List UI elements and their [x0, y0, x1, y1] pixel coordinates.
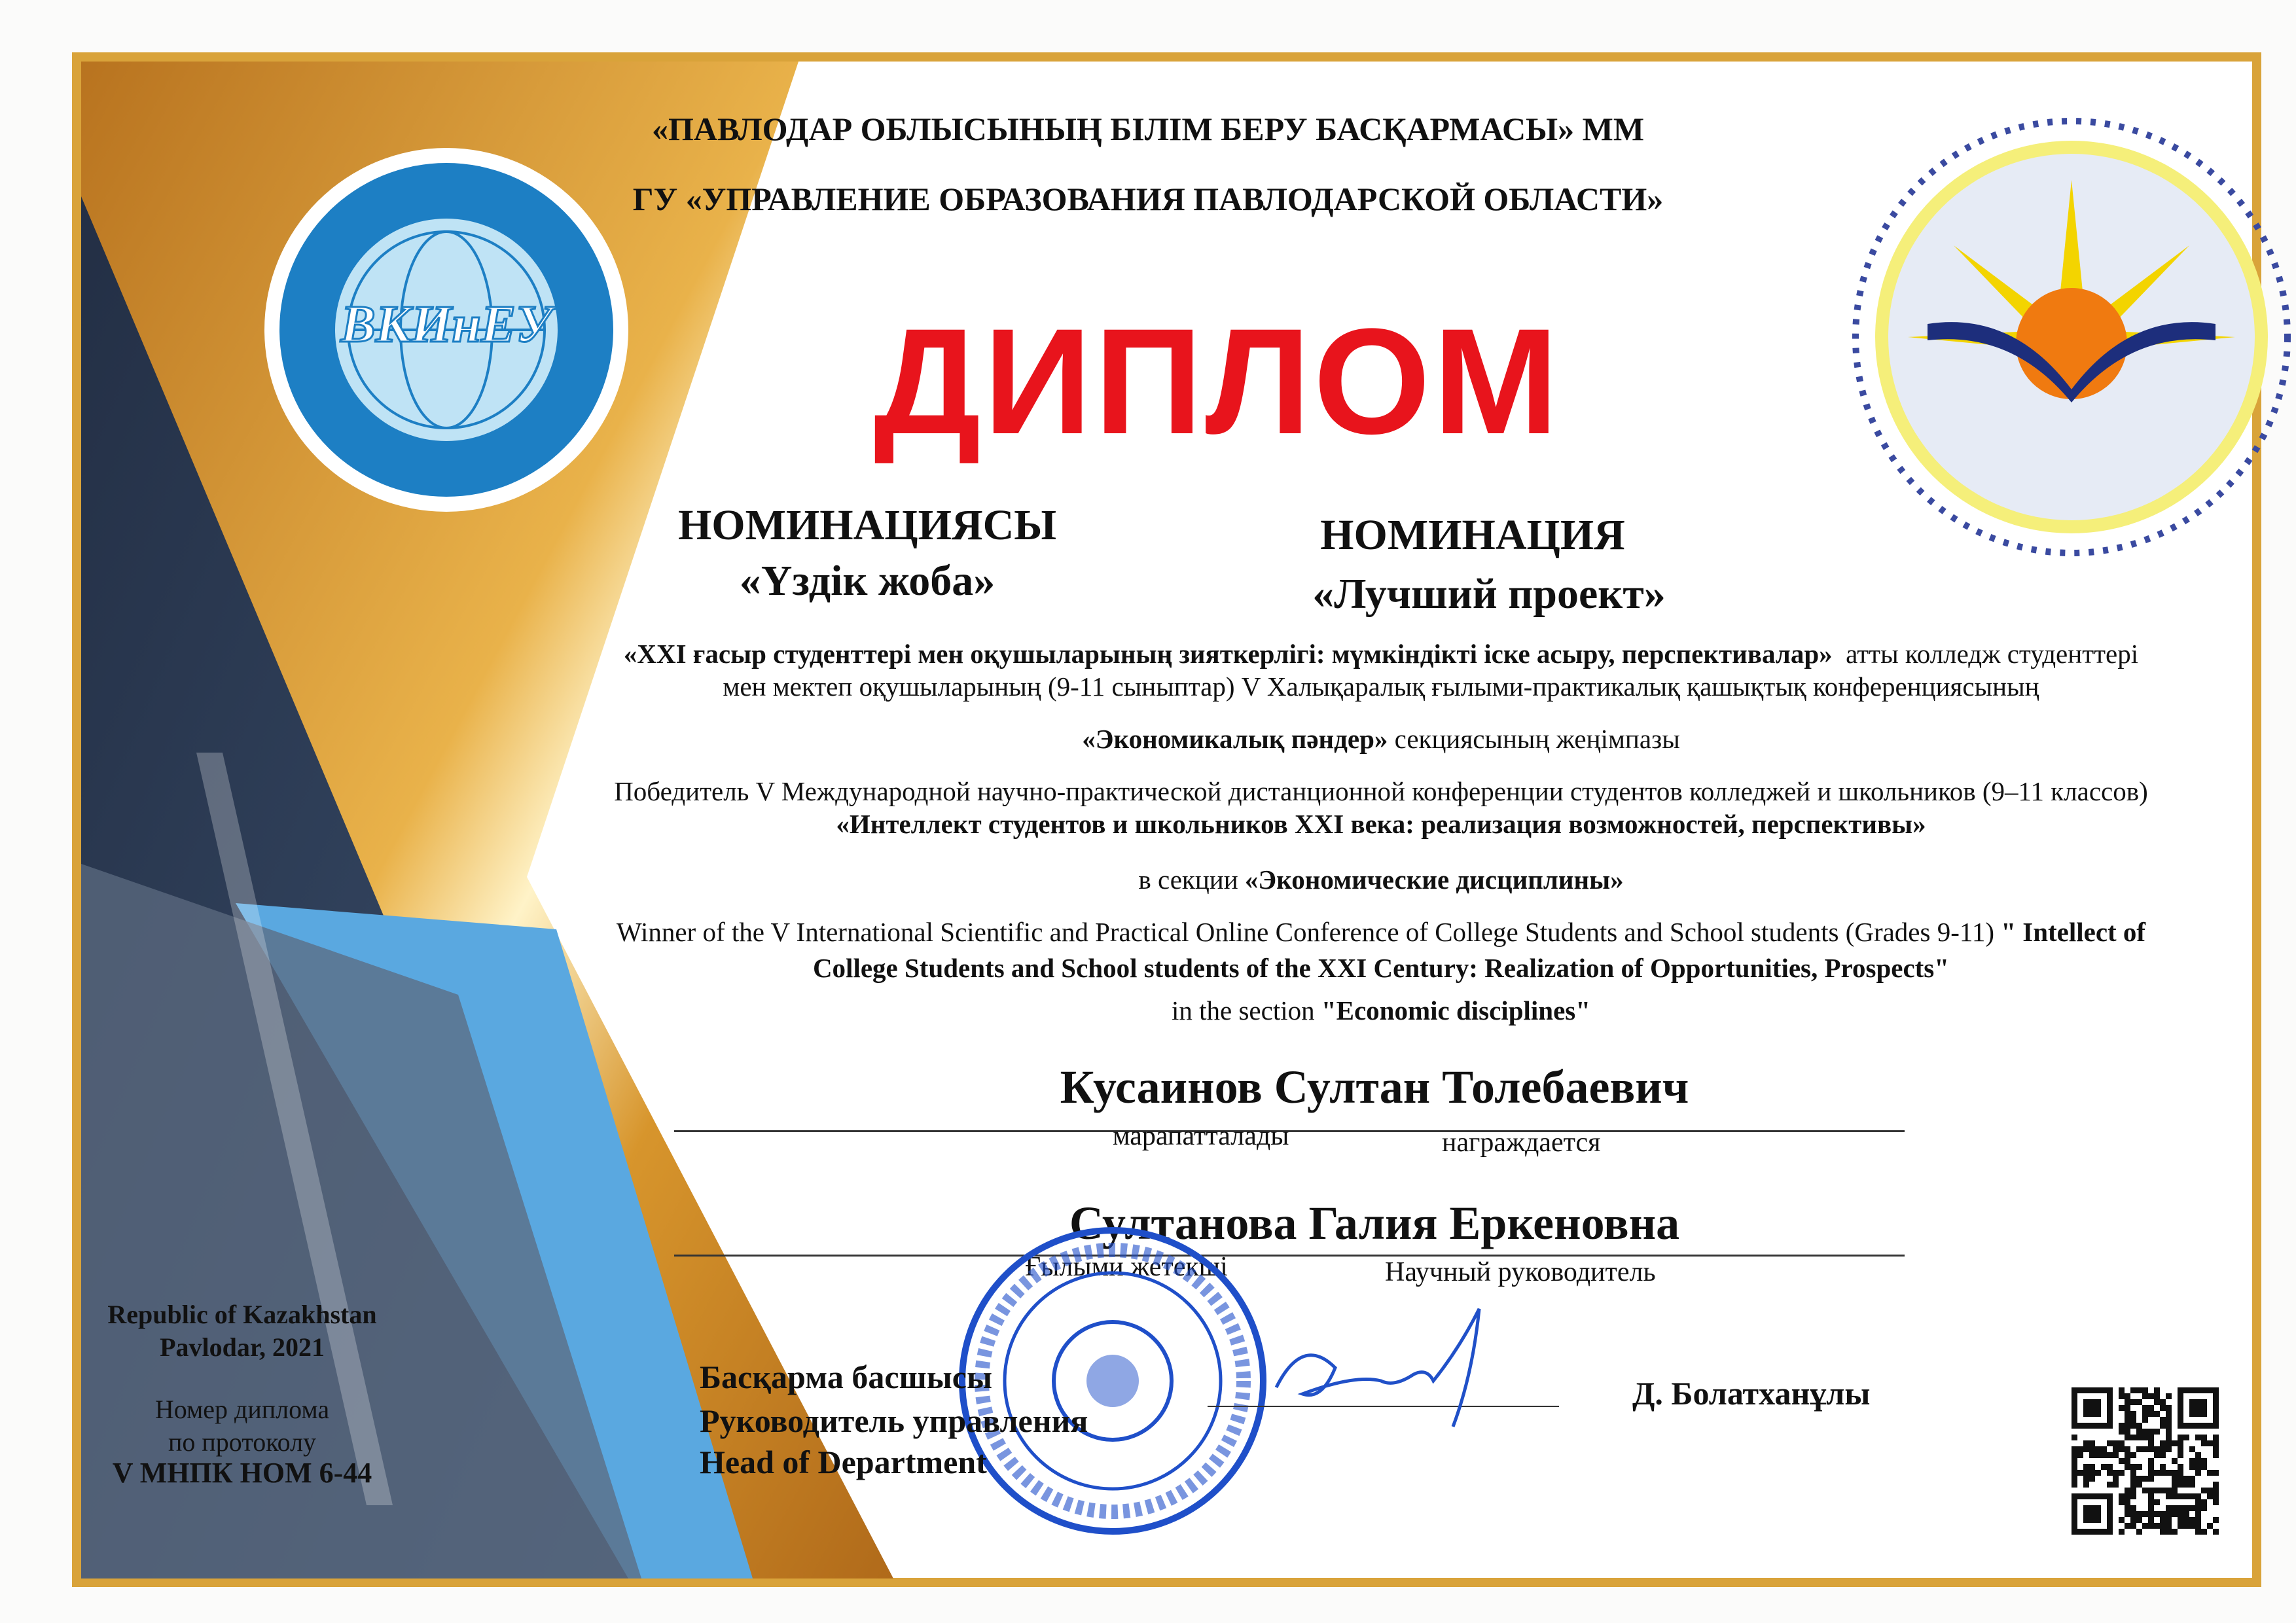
qr-module [2113, 1470, 2119, 1476]
qr-module [2125, 1417, 2130, 1423]
qr-module [2130, 1493, 2136, 1499]
qr-module [2195, 1499, 2201, 1505]
recipient-caption-ru: награждается [1442, 1128, 1601, 1158]
qr-module [2213, 1493, 2219, 1499]
qr-module [2195, 1464, 2201, 1470]
qr-module [2083, 1482, 2089, 1488]
qr-module [2183, 1493, 2189, 1499]
country: Republic of Kazakhstan [107, 1300, 377, 1329]
qr-finder [2083, 1505, 2101, 1523]
qr-module [2178, 1517, 2183, 1523]
qr-module [2178, 1511, 2183, 1517]
qr-module [2172, 1440, 2178, 1446]
qr-module [2213, 1446, 2219, 1452]
qr-module [2166, 1417, 2172, 1423]
signer-name: Д. Болатханұлы [1632, 1375, 1871, 1412]
qr-module [2195, 1452, 2201, 1458]
qr-module [2178, 1440, 2183, 1446]
qr-module [2201, 1529, 2207, 1535]
qr-module [2072, 1470, 2077, 1476]
qr-module [2160, 1523, 2166, 1529]
qr-module [2178, 1476, 2183, 1482]
protocol-label: по протоколу [168, 1427, 317, 1457]
qr-module [2125, 1458, 2130, 1464]
qr-module [2201, 1440, 2207, 1446]
qr-module [2130, 1387, 2136, 1393]
qr-module [2119, 1423, 2125, 1429]
qr-module [2154, 1393, 2160, 1399]
qr-module [2125, 1423, 2130, 1429]
qr-module [2072, 1482, 2077, 1488]
qr-module [2136, 1435, 2142, 1440]
qr-module [2148, 1440, 2154, 1446]
qr-module [2142, 1488, 2148, 1493]
qr-module [2172, 1476, 2178, 1482]
qr-module [2107, 1440, 2113, 1446]
qr-module [2178, 1464, 2183, 1470]
kz-text-line1-rest: атты колледж студенттері [1846, 639, 2139, 669]
qr-module [2160, 1529, 2166, 1535]
qr-module [2083, 1476, 2089, 1482]
qr-module [2195, 1458, 2201, 1464]
qr-module [2172, 1470, 2178, 1476]
qr-module [2148, 1476, 2154, 1482]
qr-finder [2189, 1399, 2207, 1417]
qr-module [2166, 1505, 2172, 1511]
diploma-number-label: Номер диплома [154, 1395, 330, 1424]
qr-module [2130, 1470, 2136, 1476]
qr-module [2077, 1446, 2083, 1452]
qr-module [2136, 1511, 2142, 1517]
qr-module [2213, 1452, 2219, 1458]
qr-module [2077, 1470, 2083, 1476]
qr-module [2107, 1452, 2113, 1458]
qr-module [2166, 1517, 2172, 1523]
qr-module [2148, 1488, 2154, 1493]
qr-module [2195, 1529, 2201, 1535]
en-text-line3 [511, 995, 2251, 1026]
qr-module [2125, 1511, 2130, 1517]
qr-module [2119, 1499, 2125, 1505]
qr-module [2130, 1452, 2136, 1458]
qr-module [2083, 1470, 2089, 1476]
qr-module [2125, 1446, 2130, 1452]
qr-module [2166, 1493, 2172, 1499]
qr-module [2101, 1452, 2107, 1458]
qr-module [2125, 1493, 2130, 1499]
qr-module [2201, 1505, 2207, 1511]
qr-module [2119, 1470, 2125, 1476]
qr-module [2089, 1452, 2095, 1458]
qr-module [2136, 1517, 2142, 1523]
qr-module [2095, 1446, 2101, 1452]
qr-module [2130, 1417, 2136, 1423]
qr-module [2160, 1446, 2166, 1452]
qr-module [2178, 1505, 2183, 1511]
qr-module [2172, 1488, 2178, 1493]
qr-module [2125, 1429, 2130, 1435]
qr-module [2148, 1523, 2154, 1529]
qr-module [2178, 1493, 2183, 1499]
official-stamp [956, 1224, 1270, 1538]
qr-module [2119, 1393, 2125, 1399]
nomination-ru-value: «Лучший проект» [1312, 570, 1666, 618]
qr-module [2183, 1482, 2189, 1488]
kz-text-line3 [511, 723, 2251, 755]
qr-module [2113, 1440, 2119, 1446]
qr-module [2142, 1435, 2148, 1440]
qr-module [2166, 1511, 2172, 1517]
qr-module [2189, 1482, 2195, 1488]
qr-module [2142, 1446, 2148, 1452]
qr-module [2172, 1529, 2178, 1535]
qr-module [2172, 1458, 2178, 1464]
qr-module [2154, 1387, 2160, 1393]
diploma-title: ДИПЛОМ [873, 297, 1562, 465]
qr-module [2095, 1470, 2101, 1476]
supervisor-caption-ru: Научный руководитель [1385, 1257, 1656, 1287]
qr-module [2195, 1435, 2201, 1440]
qr-module [2119, 1440, 2125, 1446]
qr-module [2136, 1464, 2142, 1470]
qr-module [2154, 1411, 2160, 1417]
qr-module [2119, 1405, 2125, 1411]
supervisor-caption-kz: Ғылыми жетекші [1025, 1252, 1228, 1282]
qr-module [2083, 1440, 2089, 1446]
qr-module [2154, 1446, 2160, 1452]
qr-module [2166, 1470, 2172, 1476]
qr-module [2125, 1435, 2130, 1440]
qr-module [2125, 1464, 2130, 1470]
qr-module [2119, 1387, 2125, 1393]
qr-module [2125, 1523, 2130, 1529]
qr-finder [2083, 1399, 2101, 1417]
qr-module [2148, 1511, 2154, 1517]
qr-module [2130, 1511, 2136, 1517]
city-year: Pavlodar, 2021 [160, 1332, 325, 1362]
qr-module [2125, 1393, 2130, 1399]
qr-module [2207, 1488, 2213, 1493]
qr-module [2142, 1387, 2148, 1393]
qr-module [2142, 1411, 2148, 1417]
qr-module [2119, 1429, 2125, 1435]
qr-module [2148, 1446, 2154, 1452]
qr-module [2189, 1505, 2195, 1511]
qr-module [2172, 1505, 2178, 1511]
qr-module [2201, 1435, 2207, 1440]
qr-code[interactable] [2072, 1387, 2219, 1535]
qr-module [2183, 1511, 2189, 1517]
qr-module [2189, 1476, 2195, 1482]
qr-module [2166, 1393, 2172, 1399]
signer-title-en: Head of Department [700, 1444, 987, 1480]
qr-module [2101, 1464, 2107, 1470]
qr-module [2183, 1505, 2189, 1511]
qr-module [2189, 1523, 2195, 1529]
qr-module [2154, 1452, 2160, 1458]
qr-module [2201, 1464, 2207, 1470]
qr-module [2154, 1399, 2160, 1405]
qr-module [2077, 1452, 2083, 1458]
qr-module [2148, 1429, 2154, 1435]
qr-module [2183, 1517, 2189, 1523]
qr-module [2183, 1523, 2189, 1529]
qr-module [2160, 1440, 2166, 1446]
qr-module [2142, 1523, 2148, 1529]
qr-module [2166, 1529, 2172, 1535]
qr-module [2125, 1411, 2130, 1417]
qr-module [2160, 1405, 2166, 1411]
qr-module [2183, 1435, 2189, 1440]
qr-module [2125, 1405, 2130, 1411]
recipient-caption-kz: марапатталады [1113, 1121, 1289, 1151]
nomination-kz-value: «Үздік жоба» [739, 557, 996, 605]
qr-module [2201, 1499, 2207, 1505]
qr-module [2178, 1446, 2183, 1452]
qr-module [2160, 1488, 2166, 1493]
qr-module [2072, 1435, 2077, 1440]
en-section-prefix: in the section [1171, 995, 1315, 1026]
qr-module [2107, 1482, 2113, 1488]
qr-module [2160, 1417, 2166, 1423]
qr-module [2213, 1499, 2219, 1505]
qr-module [2195, 1505, 2201, 1511]
qr-module [2142, 1417, 2148, 1423]
nomination-ru-label: НОМИНАЦИЯ [1320, 511, 1625, 559]
qr-module [2119, 1517, 2125, 1523]
diploma-number: V МНПК НОМ 6-44 [112, 1457, 372, 1489]
qr-module [2213, 1435, 2219, 1440]
qr-module [2101, 1446, 2107, 1452]
qr-module [2125, 1505, 2130, 1511]
qr-module [2136, 1387, 2142, 1393]
qr-module [2172, 1511, 2178, 1517]
qr-module [2142, 1405, 2148, 1411]
qr-module [2130, 1411, 2136, 1417]
qr-module [2154, 1523, 2160, 1529]
en-section: "Economic disciplines" [1321, 995, 1591, 1026]
qr-module [2166, 1435, 2172, 1440]
qr-module [2189, 1446, 2195, 1452]
qr-module [2178, 1470, 2183, 1476]
qr-module [2148, 1517, 2154, 1523]
qr-module [2154, 1511, 2160, 1517]
qr-module [2154, 1429, 2160, 1435]
ru-text-line3 [511, 864, 2251, 895]
qr-module [2136, 1423, 2142, 1429]
qr-module [2195, 1493, 2201, 1499]
qr-module [2178, 1452, 2183, 1458]
qr-module [2154, 1499, 2160, 1505]
qr-module [2089, 1464, 2095, 1470]
qr-module [2142, 1393, 2148, 1399]
qr-module [2119, 1529, 2125, 1535]
en-text-line1 [511, 916, 2251, 948]
qr-module [2130, 1435, 2136, 1440]
qr-module [2089, 1440, 2095, 1446]
kz-conference-title: «XXI ғасыр студенттері мен оқушыларының зияткерлігі: мүмкіндікті іске асыру, перспективалар» [623, 639, 1833, 669]
qr-module [2154, 1488, 2160, 1493]
qr-module [2142, 1476, 2148, 1482]
qr-module [2119, 1458, 2125, 1464]
qr-module [2195, 1511, 2201, 1517]
qr-module [2130, 1517, 2136, 1523]
qr-module [2130, 1423, 2136, 1429]
qr-module [2183, 1476, 2189, 1482]
qr-module [2148, 1493, 2154, 1499]
qr-module [2166, 1488, 2172, 1493]
qr-module [2160, 1399, 2166, 1405]
qr-module [2160, 1517, 2166, 1523]
en-text-line1-regular: Winner of the V International Scientific and Practical Online Conference of College Students and School students (Grades 9-11) [616, 917, 1994, 947]
qr-module [2148, 1435, 2154, 1440]
qr-module [2119, 1446, 2125, 1452]
qr-module [2136, 1399, 2142, 1405]
qr-module [2089, 1476, 2095, 1482]
qr-module [2172, 1493, 2178, 1499]
qr-module [2136, 1482, 2142, 1488]
kz-org-header: «ПАВЛОДАР ОБЛЫСЫНЫҢ БІЛІМ БЕРУ БАСҚАРМАСЫ» ММ [651, 111, 1645, 147]
qr-module [2089, 1446, 2095, 1452]
qr-module [2148, 1464, 2154, 1470]
qr-module [2160, 1511, 2166, 1517]
qr-module [2178, 1523, 2183, 1529]
qr-module [2113, 1452, 2119, 1458]
qr-module [2125, 1399, 2130, 1405]
qr-module [2213, 1440, 2219, 1446]
kz-section: «Экономикалық пәндер» [1082, 724, 1388, 754]
qr-module [2130, 1488, 2136, 1493]
kz-text-line1 [511, 638, 2251, 669]
qr-module [2166, 1423, 2172, 1429]
qr-module [2072, 1476, 2077, 1482]
ru-section: «Экономические дисциплины» [1244, 865, 1624, 895]
ru-org-header: ГУ «УПРАВЛЕНИЕ ОБРАЗОВАНИЯ ПАВЛОДАРСКОЙ ОБЛАСТИ» [632, 181, 1664, 217]
signer-title-kz: Басқарма басшысы [700, 1359, 992, 1395]
qr-module [2125, 1488, 2130, 1493]
qr-module [2201, 1488, 2207, 1493]
qr-module [2095, 1452, 2101, 1458]
recipient-underline [674, 1130, 1905, 1132]
qr-module [2113, 1476, 2119, 1482]
qr-module [2166, 1446, 2172, 1452]
qr-module [2213, 1529, 2219, 1535]
qr-module [2136, 1476, 2142, 1482]
qr-module [2113, 1482, 2119, 1488]
handwritten-signature [1263, 1296, 1512, 1440]
qr-module [2107, 1464, 2113, 1470]
qr-module [2148, 1393, 2154, 1399]
qr-module [2166, 1429, 2172, 1435]
qr-module [2072, 1458, 2077, 1464]
qr-module [2083, 1446, 2089, 1452]
qr-module [2119, 1493, 2125, 1499]
qr-module [2072, 1464, 2077, 1470]
qr-module [2113, 1446, 2119, 1452]
qr-module [2160, 1464, 2166, 1470]
qr-module [2072, 1452, 2077, 1458]
qr-module [2125, 1499, 2130, 1505]
qr-module [2207, 1470, 2213, 1476]
logo-lettering: ВКИнЕУ [340, 296, 552, 353]
qr-module [2072, 1446, 2077, 1452]
qr-module [2148, 1470, 2154, 1476]
qr-module [2148, 1411, 2154, 1417]
qr-module [2195, 1517, 2201, 1523]
qr-module [2213, 1488, 2219, 1493]
kz-text-line2: мен мектеп оқушыларының (9-11 сыныптар) V Халықаралық ғылыми-практикалық қашықтық конференциясының [723, 671, 2039, 702]
qr-module [2130, 1505, 2136, 1511]
qr-module [2148, 1505, 2154, 1511]
qr-module [2207, 1523, 2213, 1529]
qr-module [2166, 1523, 2172, 1529]
qr-module [2160, 1452, 2166, 1458]
ru-text-line1: Победитель V Международной научно-практической дистанционной конференции студентов колледжей и школьников (9–11 классов) [614, 776, 2148, 806]
qr-module [2142, 1511, 2148, 1517]
qr-module [2201, 1458, 2207, 1464]
recipient-name: Кусаинов Султан Толебаевич [1060, 1061, 1689, 1113]
qr-module [2178, 1435, 2183, 1440]
qr-module [2130, 1464, 2136, 1470]
qr-module [2130, 1482, 2136, 1488]
qr-module [2195, 1470, 2201, 1476]
qr-module [2166, 1411, 2172, 1417]
signer-title-ru: Руководитель управления [700, 1402, 1088, 1439]
qr-module [2189, 1493, 2195, 1499]
qr-module [2189, 1458, 2195, 1464]
qr-module [2136, 1529, 2142, 1535]
qr-module [2213, 1517, 2219, 1523]
qr-module [2125, 1452, 2130, 1458]
qr-module [2136, 1446, 2142, 1452]
qr-module [2142, 1429, 2148, 1435]
nomination-kz-label: НОМИНАЦИЯСЫ [677, 501, 1057, 549]
qr-module [2089, 1470, 2095, 1476]
qr-module [2166, 1440, 2172, 1446]
qr-module [2178, 1482, 2183, 1488]
qr-module [2189, 1464, 2195, 1470]
qr-module [2207, 1493, 2213, 1499]
qr-module [2148, 1405, 2154, 1411]
qr-module [2154, 1470, 2160, 1476]
qr-module [2148, 1499, 2154, 1505]
ru-section-prefix: в секции [1138, 865, 1238, 895]
qr-module [2130, 1399, 2136, 1405]
qr-module [2130, 1476, 2136, 1482]
qr-module [2148, 1458, 2154, 1464]
en-conference-title: College Students and School students of the XXI Century: Realization of Opportunities, Prospects" [812, 953, 1950, 983]
en-text-line1-bold: " Intellect of [2001, 917, 2146, 947]
qr-module [2083, 1464, 2089, 1470]
qr-module [2189, 1517, 2195, 1523]
ru-conference-title: «Интеллект студентов и школьников XXI века: реализация возможностей, перспективы» [836, 809, 1926, 839]
qr-module [2172, 1482, 2178, 1488]
supervisor-underline [674, 1255, 1905, 1257]
qr-module [2213, 1470, 2219, 1476]
qr-module [2160, 1423, 2166, 1429]
qr-module [2207, 1440, 2213, 1446]
qr-module [2130, 1523, 2136, 1529]
qr-module [2136, 1429, 2142, 1435]
qr-module [2195, 1523, 2201, 1529]
qr-module [2107, 1470, 2113, 1476]
qr-module [2213, 1482, 2219, 1488]
kz-text-line3-rest: секциясының жеңімпазы [1394, 724, 1680, 754]
qr-module [2166, 1405, 2172, 1411]
qr-module [2160, 1470, 2166, 1476]
supervisor-name: Султанова Галия Еркеновна [1069, 1197, 1680, 1249]
